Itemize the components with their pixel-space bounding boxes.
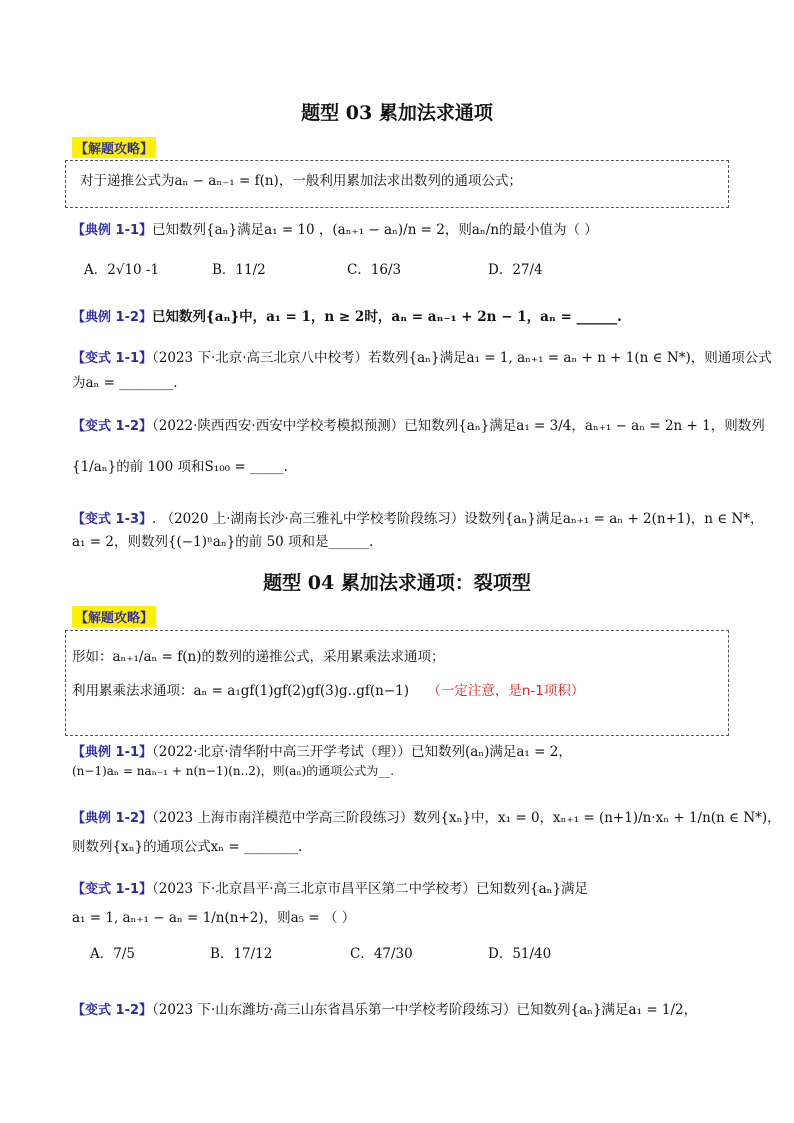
- variant-label: 【变式 1-3】: [72, 512, 153, 527]
- section-title-03: 题型 03 累加法求通项: [301, 102, 493, 124]
- example-text: （2022·北京·清华附中高三开学考试（理））已知数列(aₙ)满足a₁ = 2，: [152, 744, 572, 760]
- example-label: 【典例 1-1】: [72, 223, 153, 238]
- example-text: 已知数列{aₙ}满足a₁ = 10 ，(aₙ₊₁ − aₙ)/n = 2，则aₙ/n的最小值为（ ）: [152, 222, 598, 238]
- strategy-box: [65, 630, 729, 736]
- variant-text: （2022·陕西西安·西安中学校考模拟预测）已知数列{aₙ}满足a₁ = 3/4，aₙ₊₁ − aₙ = 2n + 1，则数列: [152, 418, 765, 434]
- example-label: 【典例 1-2】: [72, 811, 153, 826]
- variant-label: 【变式 1-2】: [72, 1003, 153, 1018]
- strategy-tag: 【解题攻略】: [72, 137, 156, 158]
- strategy-box: [65, 160, 729, 208]
- option-c: C．47/30: [350, 946, 413, 962]
- strategy-tag: 【解题攻略】: [72, 606, 156, 627]
- variant-1-3: [72, 507, 764, 527]
- example-label: 【典例 1-1】: [72, 745, 153, 760]
- option-b: B．17/12: [210, 946, 273, 962]
- variant-1-1: [72, 346, 772, 366]
- option-b: B．11/2: [212, 262, 266, 278]
- example-2-2-cont: 则数列{xₙ}的通项公式xₙ = ________.: [72, 839, 303, 855]
- option-a: A．2√10 -1: [84, 262, 160, 278]
- variant-text: （2023 下·北京昌平·高三北京市昌平区第二中学校考）已知数列{aₙ}满足: [152, 881, 589, 897]
- variant-1-1-cont: 为aₙ = ________.: [72, 375, 178, 391]
- example-2-1: [72, 740, 572, 760]
- variant-2-2: [72, 998, 697, 1018]
- variant-text: . （2020 上·湖南长沙·高三雅礼中学校考阶段练习）设数列{aₙ}满足aₙ₊₁ = aₙ + 2(n+1)，n ∈ N*，: [152, 511, 764, 527]
- option-d: D．51/40: [488, 946, 552, 962]
- variant-2-1-cont: a₁ = 1, aₙ₊₁ − aₙ = 1/n(n+2)，则a₅ = （ ）: [72, 910, 356, 926]
- option-d: D．27/4: [488, 262, 543, 278]
- example-2-1-cont: (n−1)aₙ = naₙ₋₁ + n(n−1)(n..2)，则(aₙ)的通项公式为__.: [72, 764, 395, 778]
- variant-label: 【变式 1-1】: [72, 351, 153, 366]
- variant-1-2-cont: {1/aₙ}的前 100 项和S₁₀₀ = _____.: [72, 459, 288, 475]
- variant-1-2: [72, 414, 765, 434]
- option-a: A．7/5: [90, 946, 135, 962]
- example-text: 已知数列{aₙ}中，a₁ = 1，n ≥ 2时，aₙ = aₙ₋₁ + 2n − 1，aₙ = ______.: [152, 309, 622, 325]
- example-text: （2023 上海市南洋模范中学高三阶段练习）数列{xₙ}中，x₁ = 0，xₙ₊₁ = (n+1)/n·xₙ + 1/n(n ∈ N*)，: [152, 810, 781, 826]
- example-1-2: [72, 305, 622, 325]
- variant-label: 【变式 1-2】: [72, 419, 153, 434]
- strategy-note: （一定注意，是n-1项积）: [427, 683, 585, 699]
- variant-1-3-cont: a₁ = 2，则数列{(−1)ⁿaₙ}的前 50 项和是______.: [72, 534, 374, 550]
- strategy-formula: 利用累乘法求通项：aₙ = a₁gf(1)gf(2)gf(3)g..gf(n−1): [72, 683, 410, 699]
- example-2-2: [72, 806, 781, 826]
- variant-2-1: [72, 877, 588, 897]
- variant-text: （2023 下·北京·高三北京八中校考）若数列{aₙ}满足a₁ = 1, aₙ₊₁ = aₙ + n + 1(n ∈ N*)，则通项公式: [152, 350, 772, 366]
- example-label: 【典例 1-2】: [72, 310, 153, 325]
- option-c: C．16/3: [347, 262, 402, 278]
- example-1-1: [72, 218, 598, 238]
- strategy-line-2: [72, 679, 584, 699]
- variant-label: 【变式 1-1】: [72, 882, 153, 897]
- variant-text: （2023 下·山东潍坊·高三山东省昌乐第一中学校考阶段练习）已知数列{aₙ}满足a₁ = 1/2，: [152, 1002, 698, 1018]
- strategy-line-1: 形如：aₙ₊₁/aₙ = f(n)的数列的递推公式，采用累乘法求通项；: [72, 649, 445, 665]
- section-title-04: 题型 04 累加法求通项：裂项型: [263, 572, 531, 594]
- strategy-text: 对于递推公式为aₙ − aₙ₋₁ = f(n)，一般利用累加法求出数列的通项公式；: [80, 173, 522, 189]
